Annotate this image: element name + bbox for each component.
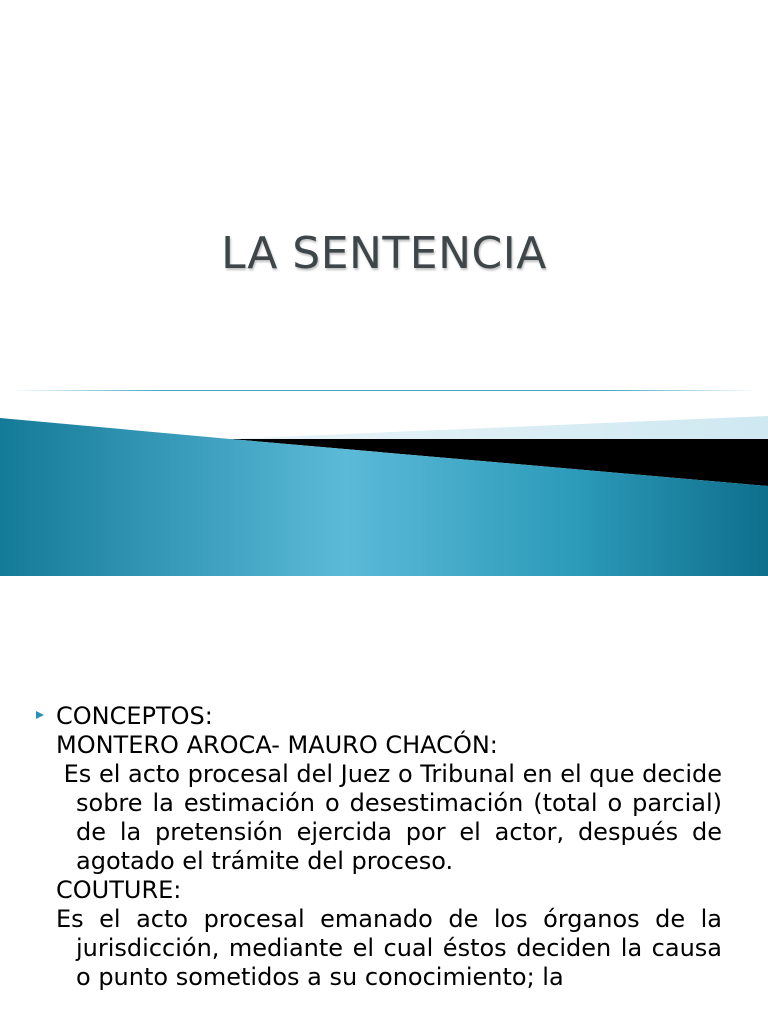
decorative-wave-band	[0, 410, 768, 576]
author-montero: MONTERO AROCA- MAURO CHACÓN:	[56, 731, 498, 759]
triangle-bullet-icon	[36, 711, 44, 719]
divider-line	[10, 390, 758, 391]
slide-body	[56, 702, 730, 992]
bullet-item-conceptos	[36, 702, 722, 731]
author-couture: COUTURE:	[56, 876, 182, 904]
conceptos-heading: CONCEPTOS:	[56, 702, 213, 730]
pale-wave-shape	[230, 416, 768, 440]
definition-montero: Es el acto procesal del Juez o Tribunal en el que decide sobre la estimación o desestimación (total o parcial) de la pretensión ejercida por el actor, después de agotado el trámite del proceso.	[56, 760, 730, 875]
slide-title: LA SENTENCIA	[221, 228, 547, 279]
definition-couture: Es el acto procesal emanado de los órganos de la jurisdicción, mediante el cual éstos deciden la causa o punto sometidos a su conocimiento; la	[56, 905, 722, 991]
content-slide	[0, 576, 768, 1024]
